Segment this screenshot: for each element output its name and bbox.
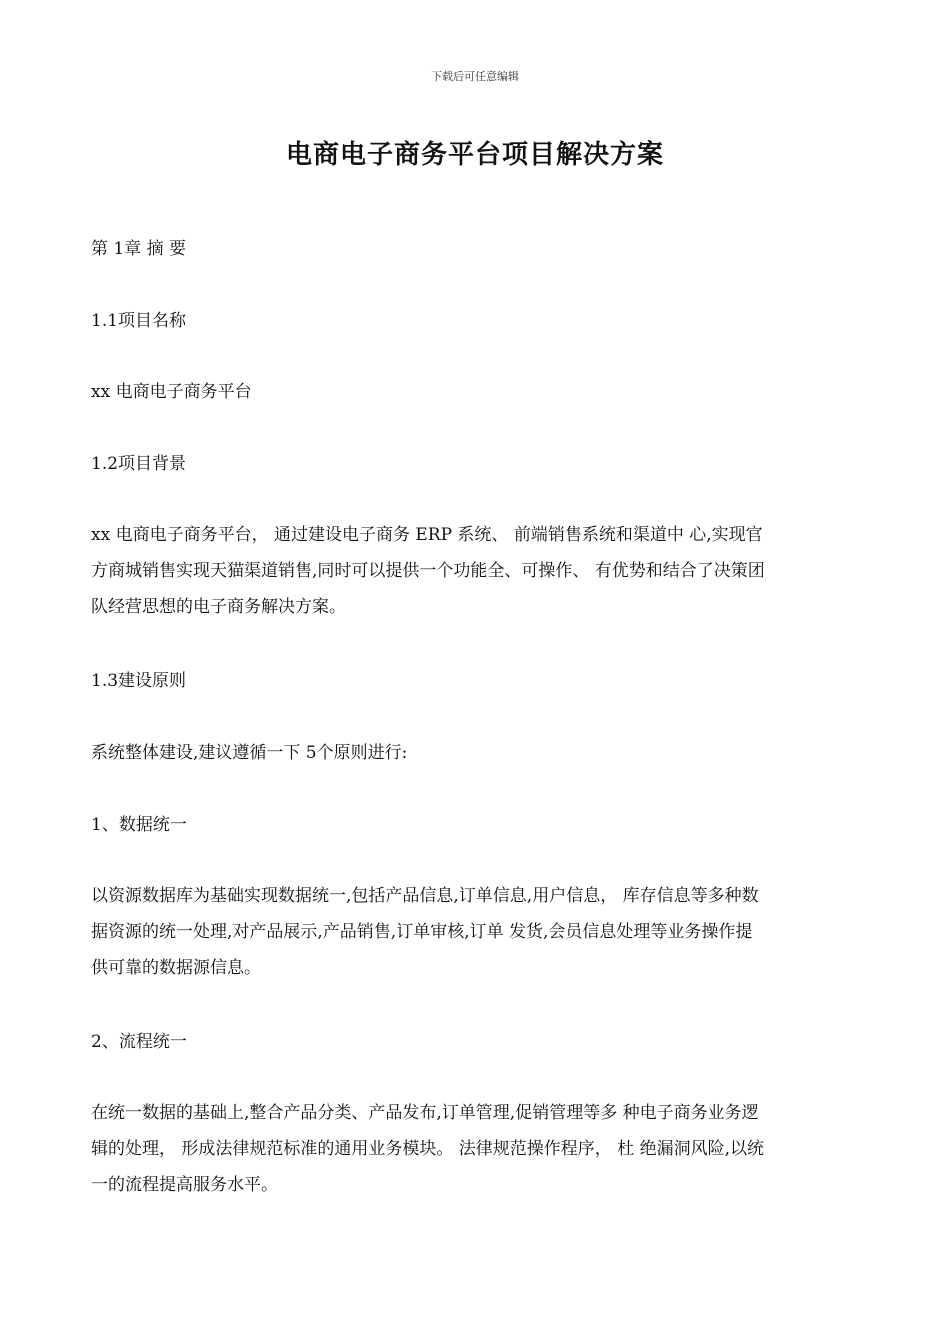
paragraph-line: xx 电商电子商务平台， 通过建设电子商务 ERP 系统、 前端销售系统和渠道中 心,实现官 — [91, 525, 763, 545]
paragraph-line: 据资源的统一处理,对产品展示,产品销售,订单审核,订单 发货,会员信息处理等业务操作提 — [91, 922, 753, 942]
header-note: 下载后可任意编辑 — [431, 70, 519, 83]
principle-1-paragraph — [91, 878, 861, 986]
background-paragraph — [91, 517, 861, 625]
principles-intro: 系统整体建设,建议遵循一下 5个原则进行: — [91, 743, 408, 763]
principle-2-heading: 2、流程统一 — [91, 1032, 187, 1052]
principle-1-heading: 1、数据统一 — [91, 815, 187, 835]
principle-2-paragraph — [91, 1095, 861, 1203]
paragraph-line: 辑的处理， 形成法律规范标准的通用业务模块。 法律规范操作程序， 杜 绝漏洞风险,以统 — [91, 1139, 765, 1159]
section-heading-principles: 1.3建设原则 — [91, 671, 187, 691]
chapter-heading: 第 1章 摘 要 — [91, 239, 187, 259]
paragraph-line: 供可靠的数据源信息。 — [91, 958, 261, 978]
paragraph-line: 在统一数据的基础上,整合产品分类、产品发布,订单管理,促销管理等多 种电子商务业务逻 — [91, 1103, 759, 1123]
paragraph-line: 方商城销售实现天猫渠道销售,同时可以提供一个功能全、可操作、 有优势和结合了决策团 — [91, 561, 765, 581]
paragraph-line: 以资源数据库为基础实现数据统一,包括产品信息,订单信息,用户信息， 库存信息等多种数 — [91, 886, 759, 906]
paragraph-line: 队经营思想的电子商务解决方案。 — [91, 597, 346, 617]
project-name-text: xx 电商电子商务平台 — [91, 382, 252, 402]
paragraph-line: 一的流程提高服务水平。 — [91, 1175, 278, 1195]
section-heading-background: 1.2项目背景 — [91, 454, 187, 474]
section-heading-project-name: 1.1项目名称 — [91, 311, 187, 331]
document-title: 电商电子商务平台项目解决方案 — [285, 140, 664, 170]
